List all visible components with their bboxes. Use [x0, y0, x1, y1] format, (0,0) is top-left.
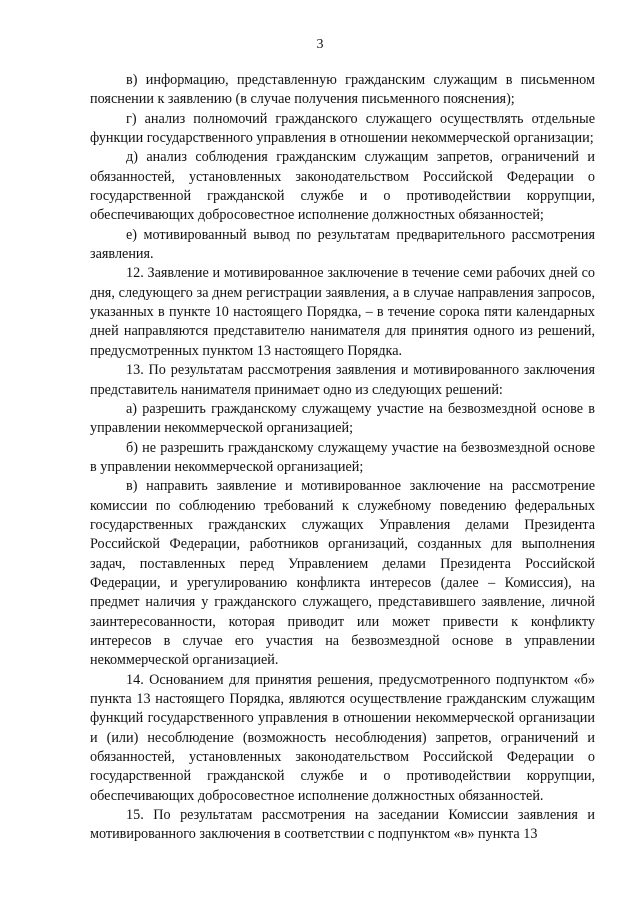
paragraph-14: 14. Основанием для принятия решения, предусмотренного подпунктом «б» пункта 13 настоящего Порядка, являются осуществление гражданским служащим функций государственного управления в отношении некоммерческой организации и (или) несоблюдение (возможность несоблюдения) запретов, ограничений и обязанностей, установленных законодательством Российской Федерации о государственной гражданской службе и о противодействии коррупции, обеспечивающих добросовестное исполнение должностных обязанностей. [90, 671, 595, 804]
document-body [90, 71, 595, 845]
paragraph-13-a: а) разрешить гражданскому служащему участие на безвозмездной основе в управлении некоммерческой организацией; [90, 400, 595, 437]
paragraph-11-v: в) информацию, представленную гражданским служащим в письменном пояснении к заявлению (в случае получения письменного пояснения); [90, 72, 595, 108]
paragraph-11-d: д) анализ соблюдения гражданским служащим запретов, ограничений и обязанностей, установленных законодательством Российской Федерации о государственной гражданской службе и о противодействии коррупции, обеспечивающих добросовестное исполнение должностных обязанностей; [90, 149, 595, 224]
paragraph-15: 15. По результатам рассмотрения на заседании Комиссии заявления и мотивированного заключения в соответствии с подпунктом «в» пункта 13 [90, 807, 595, 843]
paragraph-13-b: б) не разрешить гражданскому служащему участие на безвозмездной основе в управлении некоммерческой организацией; [90, 439, 595, 475]
paragraph-13-v: в) направить заявление и мотивированное заключение на рассмотрение комиссии по соблюдению требований к служебному поведению федеральных государственных гражданских служащих Управления делами Президента Российской Федерации, работников организаций, созданных для выполнения задач, поставленных перед Управлением делами Президента Российской Федерации, и урегулированию конфликта интересов (далее – Комиссия), на предмет наличия у гражданского служащего, представившего заявление, личной заинтересованности, которая приводит или может привести к конфликту интересов в случае его участия на безвозмездной основе в управлении некоммерческой организацией. [90, 478, 595, 669]
paragraph-11-g: г) анализ полномочий гражданского служащего осуществлять отдельные функции государственного управления в отношении некоммерческой организации; [90, 110, 595, 147]
paragraph-11-e: е) мотивированный вывод по результатам предварительного рассмотрения заявления. [90, 226, 595, 263]
page-number: 3 [316, 37, 324, 52]
paragraph-13: 13. По результатам рассмотрения заявления и мотивированного заключения представитель нанимателя принимает одно из следующих решений: [90, 362, 595, 398]
paragraph-12: 12. Заявление и мотивированное заключение в течение семи рабочих дней со дня, следующего за днем регистрации заявления, а в случае направления запросов, указанных в пункте 10 настоящего Порядка, – в течение сорока пяти календарных дней направляются представителю нанимателя для принятия одного из решений, предусмотренных пунктом 13 настоящего Порядка. [90, 265, 595, 359]
